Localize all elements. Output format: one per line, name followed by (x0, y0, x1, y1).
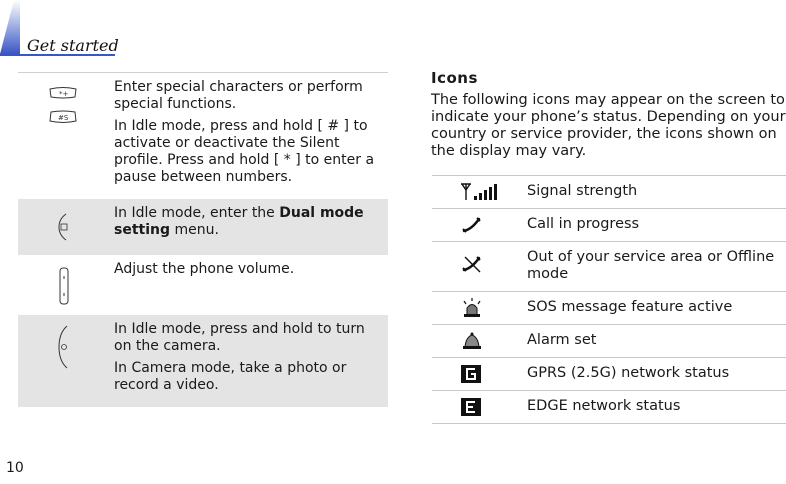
icon-label: SOS message feature active (527, 299, 733, 315)
key-icon-cell (18, 255, 110, 315)
icons-intro: The following icons may appear on the screen to indicate your phone’s status. Depending on your country or service provider, the icons shown on the display may vary. (431, 92, 786, 159)
desc-text: Enter special characters or perform special functions. (114, 79, 363, 112)
icon-label: GPRS (2.5G) network status (527, 365, 730, 381)
key-function-table (18, 72, 388, 407)
icon-label: Signal strength (527, 183, 638, 199)
icon-row (432, 390, 786, 424)
icon-row (432, 357, 786, 390)
gprs-icon (460, 364, 482, 384)
icon-row (432, 324, 786, 357)
key-icon-cell (18, 315, 110, 407)
icon-row (432, 291, 786, 324)
signal-strength-icon (460, 182, 498, 202)
icon-row (432, 208, 786, 241)
out-of-service-icon (460, 254, 484, 274)
header-accent-bar (0, 0, 20, 54)
key-row-dual-mode (18, 199, 388, 255)
status-icon-table (432, 175, 786, 424)
svg-text:#S: #S (58, 114, 69, 122)
key-desc-special (110, 73, 388, 199)
call-in-progress-icon (460, 215, 484, 235)
key-row-special (18, 73, 388, 199)
key-desc-dual-mode (110, 199, 388, 255)
icon-row (432, 241, 786, 291)
desc-text: Adjust the phone volume. (114, 261, 295, 277)
edge-icon (460, 397, 482, 417)
icon-label: Out of your service area or Offline mode (527, 249, 775, 282)
icon-label: EDGE network status (527, 398, 681, 414)
desc-text: In Camera mode, take a photo or record a video. (114, 360, 347, 393)
icons-heading: Icons (431, 69, 478, 87)
volume-key-icon (58, 267, 70, 305)
key-row-volume (18, 255, 388, 315)
page-number: 10 (6, 460, 24, 476)
sos-icon (460, 298, 484, 318)
icon-label: Call in progress (527, 216, 640, 232)
side-key-icon (56, 213, 70, 241)
svg-text:*+: *+ (59, 90, 69, 98)
key-desc-camera (110, 315, 388, 407)
icon-label: Alarm set (527, 332, 597, 348)
key-desc-volume (110, 255, 388, 315)
key-row-camera (18, 315, 388, 407)
icon-row (432, 175, 786, 208)
menu-name: Dual mode setting (114, 205, 364, 238)
desc-text: In Idle mode, enter the Dual mode setting menu. (114, 205, 364, 238)
key-icon-cell (18, 199, 110, 255)
desc-text: In Idle mode, press and hold [ # ] to activate or deactivate the Silent profile. Press and hold [ * ] to enter a pause between numbers. (114, 118, 375, 185)
camera-key-icon (56, 325, 70, 369)
star-hash-keys-icon (48, 85, 78, 125)
key-icon-cell (18, 73, 110, 199)
alarm-icon (460, 331, 484, 351)
section-title: Get started (27, 36, 119, 55)
desc-text: In Idle mode, press and hold to turn on the camera. (114, 321, 365, 354)
